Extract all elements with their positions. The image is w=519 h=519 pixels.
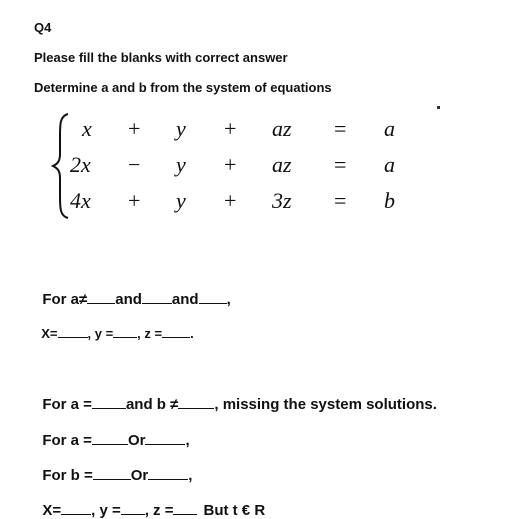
eq2-term-z: az: [272, 152, 292, 177]
line1-and-2: and: [171, 291, 199, 308]
prompt-text: Determine a and b from the system of equations: [34, 80, 332, 95]
answer-line-1: [34, 272, 231, 308]
line2-y-label: , y =: [87, 326, 114, 341]
answer-line-6: [34, 483, 265, 519]
eq2-op-2: +: [224, 152, 237, 177]
eq3-op-2: +: [224, 188, 237, 213]
line2-x-label: X=: [41, 326, 58, 341]
equation-row-3: [0, 188, 519, 218]
eq2-term-y: y: [176, 152, 186, 177]
answer-line-4: [34, 413, 190, 449]
line3-label: For a =: [42, 396, 92, 413]
eq3-equals: =: [334, 188, 347, 213]
line6-tail: But t € R: [203, 502, 266, 519]
answer-line-5: [34, 448, 192, 484]
eq3-term-y: y: [176, 188, 186, 213]
eq3-term-x: 4x: [70, 188, 91, 213]
blank-4-1[interactable]: [92, 430, 128, 445]
blank-2-3[interactable]: [162, 323, 190, 338]
blank-3-1[interactable]: [92, 394, 126, 409]
eq2-equals: =: [334, 152, 347, 177]
blank-1-2[interactable]: [142, 289, 172, 304]
line5-label: For b =: [42, 467, 93, 484]
blank-6-3[interactable]: [173, 500, 197, 515]
eq1-op-2: +: [224, 116, 237, 141]
question-number: Q4: [34, 20, 52, 35]
eq1-op-1: +: [128, 116, 141, 141]
blank-5-1[interactable]: [93, 465, 131, 480]
line6-z-label: , z =: [144, 502, 174, 519]
line2-period: .: [190, 326, 194, 341]
blank-1-3[interactable]: [199, 289, 227, 304]
eq1-term-y: y: [176, 116, 186, 141]
eq1-term-x: x: [82, 116, 92, 141]
line4-label: For a =: [42, 432, 92, 449]
eq3-rhs: b: [384, 188, 395, 213]
line5-comma: ,: [188, 467, 193, 484]
blank-6-1[interactable]: [61, 500, 91, 515]
line4-comma: ,: [185, 432, 190, 449]
blank-6-2[interactable]: [121, 500, 145, 515]
line1-label: For a≠: [42, 291, 88, 308]
blank-3-2[interactable]: [178, 394, 214, 409]
eq3-op-1: +: [128, 188, 141, 213]
answer-line-3: [34, 377, 437, 413]
line5-or: Or: [130, 467, 149, 484]
instruction-text: Please fill the blanks with correct answer: [34, 50, 288, 65]
eq1-rhs: a: [384, 116, 395, 141]
eq1-equals: =: [334, 116, 347, 141]
eq2-rhs: a: [384, 152, 395, 177]
blank-2-2[interactable]: [113, 323, 137, 338]
line6-y-label: , y =: [91, 502, 121, 519]
eq2-op-1: −: [128, 152, 141, 177]
equation-row-1: [0, 116, 519, 146]
blank-1-1[interactable]: [87, 289, 115, 304]
line1-and-1: and: [115, 291, 142, 308]
line2-z-label: , z =: [137, 326, 163, 341]
line3-tail: , missing the system solutions.: [214, 396, 437, 413]
stray-dot: [437, 106, 440, 109]
line3-and-label: and b ≠: [125, 396, 179, 413]
eq3-term-z: 3z: [272, 188, 292, 213]
line6-x-label: X=: [42, 502, 62, 519]
equation-row-2: [0, 152, 519, 182]
blank-2-1[interactable]: [58, 323, 88, 338]
blank-5-2[interactable]: [148, 465, 188, 480]
line1-comma: ,: [226, 291, 231, 308]
blank-4-2[interactable]: [145, 430, 185, 445]
answer-line-2: [34, 308, 194, 341]
line4-or: Or: [127, 432, 146, 449]
eq1-term-z: az: [272, 116, 292, 141]
eq2-term-x: 2x: [70, 152, 91, 177]
